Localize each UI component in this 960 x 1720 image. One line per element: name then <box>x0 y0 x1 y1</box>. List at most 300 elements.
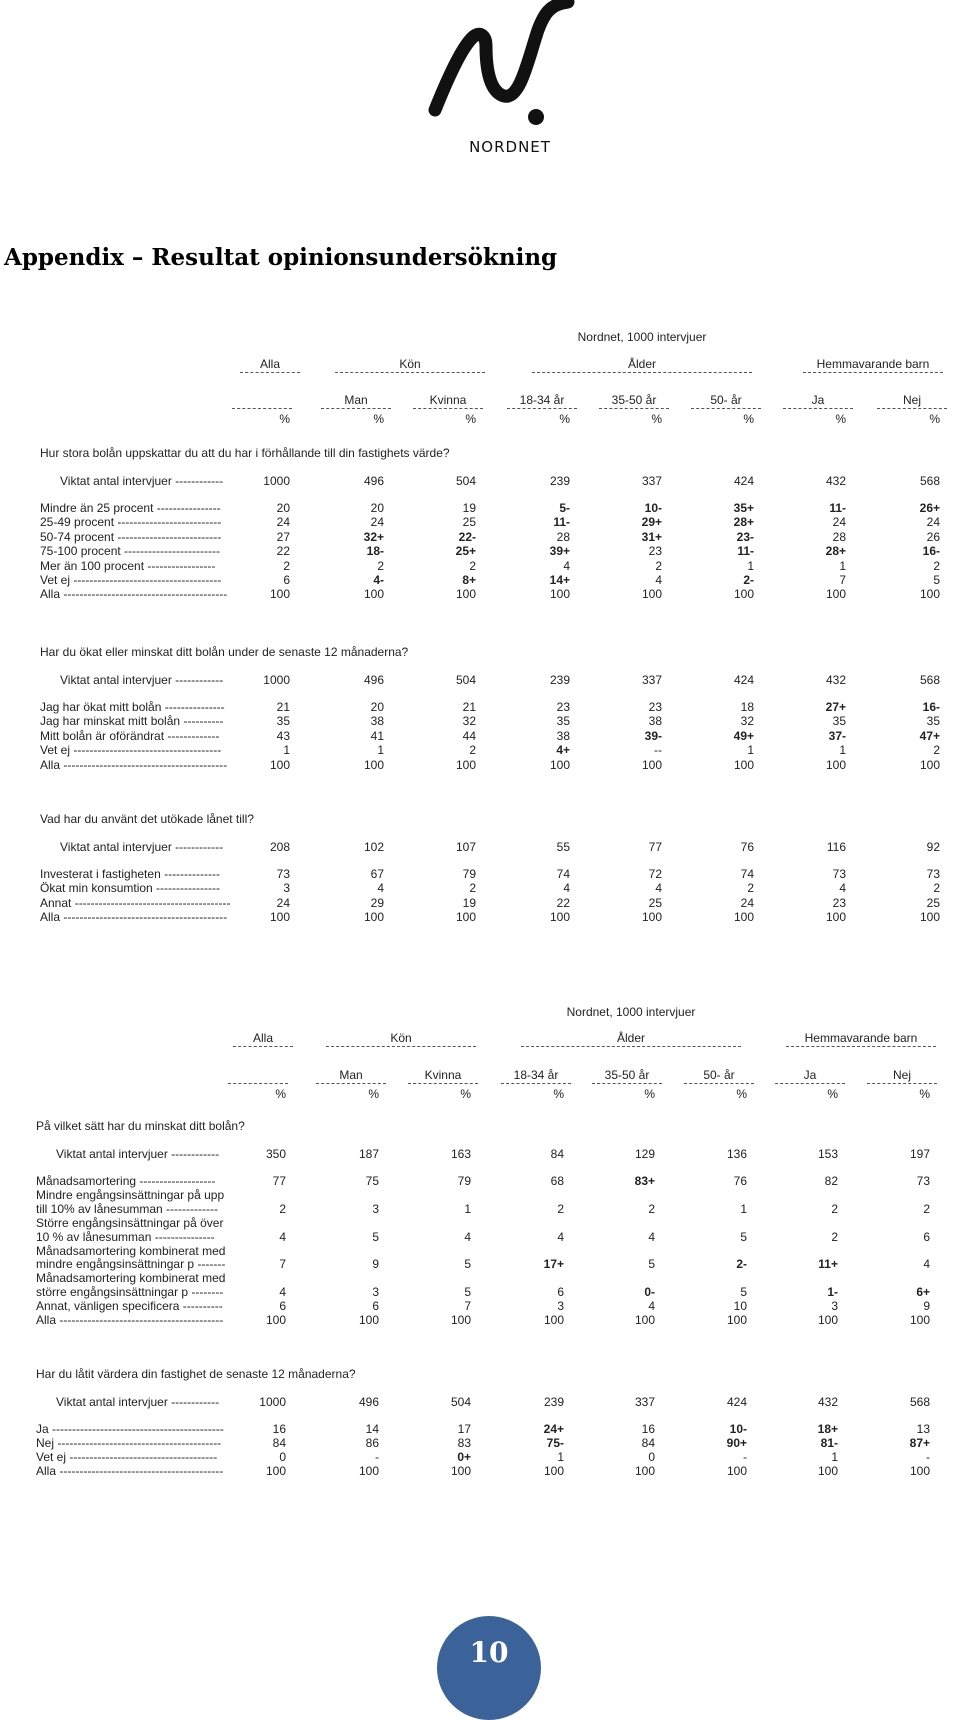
row-value: 1 <box>283 743 290 758</box>
row-value: 28 <box>832 529 846 544</box>
percent-label: % <box>651 412 662 426</box>
weighted-count-value: 116 <box>826 840 846 854</box>
row-value: 26+ <box>919 501 940 515</box>
weighted-count-value: 84 <box>550 1147 564 1161</box>
row-value: 1- <box>827 1285 838 1300</box>
row-value: 32 <box>462 714 476 729</box>
row-label: 75-100 procent ------------------------ <box>40 544 220 559</box>
weighted-count-value: 239 <box>549 673 570 687</box>
row-value: 18- <box>366 544 384 559</box>
row-value: 11+ <box>818 1257 838 1272</box>
row-value: 6 <box>279 1299 286 1314</box>
row-value: 41 <box>370 728 384 743</box>
question-text: Har du ökat eller minskat ditt bolån under de senaste 12 månaderna? <box>40 645 409 659</box>
row-value: 11- <box>553 515 570 530</box>
row-value: 100 <box>358 1313 379 1327</box>
row-value: 23 <box>832 895 846 910</box>
row-label: 10 % av lånesumman --------------- <box>36 1229 215 1244</box>
row-value: 4 <box>839 881 846 896</box>
row-value: 17 <box>457 1422 471 1436</box>
row-value: 82 <box>824 1174 838 1188</box>
row-value: 32+ <box>363 529 384 544</box>
weighted-count-value: 432 <box>825 673 846 687</box>
row-value: 43 <box>276 728 290 743</box>
weighted-count-value: 153 <box>817 1147 838 1161</box>
weighted-count-value: 163 <box>450 1147 471 1161</box>
row-value: 44 <box>462 728 476 743</box>
row-label: Annat, vänligen specificera ---------- <box>36 1299 223 1314</box>
row-label: Mindre engångsinsättningar på upp <box>36 1187 225 1202</box>
row-value: 67 <box>370 867 384 881</box>
row-value: 16 <box>272 1422 286 1436</box>
row-value: 7 <box>839 573 846 587</box>
row-value: 4 <box>655 573 662 587</box>
row-value: 4 <box>923 1257 930 1272</box>
row-value: 2 <box>648 1201 655 1216</box>
row-value: 2 <box>557 1201 564 1216</box>
row-value: 100 <box>455 910 476 925</box>
weighted-count-value: 504 <box>455 673 476 687</box>
row-value: -- <box>654 743 662 758</box>
column-group-header: Kön <box>326 1031 476 1047</box>
row-value: 100 <box>543 1463 564 1478</box>
column-header: Nej <box>867 1068 937 1084</box>
weighted-count-value: 568 <box>919 673 940 687</box>
weighted-count-label: Viktat antal intervjuer ------------ <box>60 840 224 854</box>
row-value: 4 <box>648 1299 655 1314</box>
column-group-header: Ålder <box>532 357 752 373</box>
row-value: 86 <box>365 1435 379 1450</box>
row-value: 3 <box>831 1299 838 1314</box>
row-value: 25 <box>462 515 476 530</box>
column-header: 35-50 år <box>592 1068 662 1084</box>
row-label: Alla ----------------------------------------- <box>40 910 228 925</box>
row-value: 75 <box>365 1174 379 1188</box>
weighted-count-value: 496 <box>358 1395 379 1409</box>
row-value: 2 <box>283 558 290 573</box>
percent-label: % <box>559 412 570 426</box>
row-value: 19 <box>462 895 476 910</box>
row-value: 79 <box>462 867 476 881</box>
row-value: 73 <box>276 867 290 881</box>
row-value: 25 <box>926 895 940 910</box>
row-value: 100 <box>825 910 846 925</box>
row-value: 100 <box>634 1313 655 1327</box>
row-value: 87+ <box>909 1435 930 1450</box>
row-label: Mer än 100 procent ----------------- <box>40 558 216 573</box>
row-value: 4 <box>377 881 384 896</box>
row-value: 100 <box>265 1463 286 1478</box>
row-value: 1 <box>377 743 384 758</box>
row-value: 2 <box>933 743 940 758</box>
column-header: Nej <box>877 393 947 409</box>
row-value: 22- <box>458 529 476 544</box>
weighted-count-value: 239 <box>543 1395 564 1409</box>
row-value: 11- <box>737 544 754 559</box>
percent-label: % <box>275 1087 286 1101</box>
row-value: 2 <box>923 1201 930 1216</box>
row-value: 73 <box>926 867 940 881</box>
row-value: 100 <box>269 757 290 772</box>
row-value: 9 <box>372 1257 379 1272</box>
row-label: Vet ej ------------------------------------- <box>36 1449 218 1464</box>
weighted-count-value: 424 <box>733 673 754 687</box>
row-value: - <box>375 1449 379 1464</box>
row-value: 100 <box>825 757 846 772</box>
row-value: 100 <box>726 1313 747 1327</box>
row-value: 2 <box>933 881 940 896</box>
row-label: Annat --------------------------------------- <box>40 895 231 910</box>
row-value: 6+ <box>916 1285 930 1300</box>
percent-label: % <box>743 412 754 426</box>
row-label: till 10% av lånesumman ------------- <box>36 1201 219 1216</box>
row-value: 1 <box>740 1201 747 1216</box>
row-value: 5 <box>372 1229 379 1244</box>
row-value: 2 <box>469 558 476 573</box>
row-label: Alla ----------------------------------------- <box>40 587 228 602</box>
row-value: 26 <box>926 529 940 544</box>
row-value: 22 <box>276 544 290 559</box>
row-value: 2 <box>831 1229 838 1244</box>
row-value: 7 <box>464 1299 471 1314</box>
column-header: Kvinna <box>408 1068 478 1084</box>
row-value: 5 <box>464 1257 471 1272</box>
survey-title: Nordnet, 1000 intervjuer <box>566 1005 696 1019</box>
row-value: 100 <box>909 1463 930 1478</box>
percent-label: % <box>827 1087 838 1101</box>
row-value: 100 <box>919 587 940 602</box>
brand-name: NORDNET <box>469 138 551 156</box>
row-value: 0+ <box>457 1449 471 1464</box>
row-value: 37- <box>828 728 846 743</box>
row-value: 79 <box>457 1174 471 1188</box>
column-header: Man <box>321 393 391 409</box>
row-label: Månadsamortering ------------------- <box>36 1174 216 1188</box>
row-value: 100 <box>909 1313 930 1327</box>
percent-label: % <box>460 1087 471 1101</box>
row-value: - <box>743 1449 747 1464</box>
row-value: 90+ <box>726 1435 747 1450</box>
row-value: 38 <box>648 714 662 729</box>
weighted-count-value: 1000 <box>263 673 290 687</box>
row-value: 28 <box>556 529 570 544</box>
column-header: Kvinna <box>413 393 483 409</box>
row-value: 23 <box>648 544 662 559</box>
weighted-count-value: 568 <box>909 1395 930 1409</box>
row-value: 5 <box>740 1229 747 1244</box>
row-value: 3 <box>372 1201 379 1216</box>
row-label: Ökat min konsumtion ---------------- <box>40 881 220 896</box>
row-value: 18+ <box>817 1422 838 1436</box>
row-value: 100 <box>450 1313 471 1327</box>
weighted-count-value: 107 <box>455 840 476 854</box>
row-value: 100 <box>455 587 476 602</box>
row-value: 16- <box>922 700 940 714</box>
row-value: 25 <box>648 895 662 910</box>
weighted-count-value: 102 <box>363 840 384 854</box>
row-value: 1 <box>747 743 754 758</box>
row-value: 5 <box>464 1285 471 1300</box>
weighted-count-value: 77 <box>648 840 662 854</box>
row-value: 100 <box>549 757 570 772</box>
weighted-count-value: 424 <box>733 474 754 488</box>
row-value: 6 <box>283 573 290 587</box>
row-value: 5 <box>648 1257 655 1272</box>
weighted-count-value: 496 <box>363 673 384 687</box>
weighted-count-value: 1000 <box>259 1395 286 1409</box>
row-label: Ja ------------------------------------------- <box>36 1422 224 1436</box>
row-value: 0 <box>279 1449 286 1464</box>
row-value: 100 <box>919 757 940 772</box>
row-value: 27+ <box>825 700 846 714</box>
row-value: 14+ <box>549 573 570 587</box>
row-value: 100 <box>733 757 754 772</box>
column-group-header: Hemmavarande barn <box>803 357 943 373</box>
row-value: 100 <box>265 1313 286 1327</box>
row-value: 27 <box>276 529 290 544</box>
row-value: 4 <box>557 1229 564 1244</box>
row-value: 100 <box>825 587 846 602</box>
row-label: Alla ----------------------------------------- <box>36 1313 224 1327</box>
weighted-count-value: 197 <box>909 1147 930 1161</box>
percent-label: % <box>553 1087 564 1101</box>
row-value: 1 <box>464 1201 471 1216</box>
row-value: 100 <box>269 587 290 602</box>
row-value: 100 <box>363 587 384 602</box>
weighted-count-value: 239 <box>549 474 570 488</box>
percent-label: % <box>373 412 384 426</box>
row-value: 68 <box>550 1174 564 1188</box>
column-header: Ja <box>783 393 853 409</box>
row-value: 4 <box>563 881 570 896</box>
row-value: 5 <box>740 1285 747 1300</box>
row-value: 2 <box>747 881 754 896</box>
row-value: 31+ <box>641 529 662 544</box>
row-value: 5- <box>559 501 570 515</box>
row-value: 10- <box>644 501 662 515</box>
row-value: 39- <box>644 728 662 743</box>
row-value: 100 <box>634 1463 655 1478</box>
weighted-count-label: Viktat antal intervjuer ------------ <box>60 673 224 687</box>
weighted-count-value: 432 <box>825 474 846 488</box>
row-value: 100 <box>733 587 754 602</box>
row-value: 49+ <box>733 728 754 743</box>
column-header: 50- år <box>691 393 761 409</box>
row-value: 100 <box>641 757 662 772</box>
question-text: Vad har du använt det utökade lånet till? <box>40 812 254 826</box>
row-value: 100 <box>358 1463 379 1478</box>
row-value: 29 <box>370 895 384 910</box>
row-value: 32 <box>740 714 754 729</box>
row-value: 24 <box>926 515 940 530</box>
row-value: 11- <box>829 501 846 515</box>
row-value: 35 <box>276 714 290 729</box>
row-value: 6 <box>372 1299 379 1314</box>
row-value: 23- <box>736 529 754 544</box>
row-value: 13 <box>916 1422 930 1436</box>
row-value: 5 <box>933 573 940 587</box>
column-header: 18-34 år <box>501 1068 571 1084</box>
weighted-count-value: 55 <box>556 840 570 854</box>
weighted-count-value: 136 <box>726 1147 747 1161</box>
row-value: 24+ <box>543 1422 564 1436</box>
weighted-count-label: Viktat antal intervjuer ------------ <box>60 474 224 488</box>
row-value: 25+ <box>455 544 476 559</box>
row-value: 100 <box>363 910 384 925</box>
row-value: 81- <box>820 1435 838 1450</box>
row-value: 72 <box>648 867 662 881</box>
row-label: Vet ej ------------------------------------- <box>40 743 222 758</box>
row-value: 100 <box>641 587 662 602</box>
row-value: 8+ <box>462 573 476 587</box>
row-value: 2- <box>743 573 754 587</box>
row-value: 35 <box>556 714 570 729</box>
row-value: 24 <box>370 515 384 530</box>
nordnet-logo-mark <box>420 0 600 140</box>
row-value: 100 <box>919 910 940 925</box>
row-value: 4- <box>373 573 384 587</box>
row-value: 74 <box>556 867 570 881</box>
weighted-count-value: 350 <box>265 1147 286 1161</box>
row-value: 73 <box>832 867 846 881</box>
row-value: 100 <box>543 1313 564 1327</box>
row-value: 16 <box>641 1422 655 1436</box>
row-value: 20 <box>370 700 384 714</box>
row-value: 100 <box>726 1463 747 1478</box>
row-value: 83+ <box>634 1174 655 1188</box>
column-header: 18-34 år <box>507 393 577 409</box>
column-group-header: Kön <box>335 357 485 373</box>
column-header <box>232 393 292 409</box>
weighted-count-value: 187 <box>358 1147 379 1161</box>
row-value: 84 <box>272 1435 286 1450</box>
row-value: 35+ <box>733 501 754 515</box>
row-value: 2 <box>279 1201 286 1216</box>
row-value: 6 <box>557 1285 564 1300</box>
row-value: 29+ <box>641 515 662 530</box>
row-value: 19 <box>462 501 476 515</box>
row-value: 2 <box>831 1201 838 1216</box>
weighted-count-value: 504 <box>450 1395 471 1409</box>
question-text: Hur stora bolån uppskattar du att du har i förhållande till din fastighets värde? <box>40 446 450 460</box>
row-value: 16- <box>922 544 940 559</box>
row-value: 1 <box>839 558 846 573</box>
row-value: 23 <box>648 700 662 714</box>
row-value: 100 <box>549 910 570 925</box>
row-label: Vet ej ------------------------------------- <box>40 573 222 587</box>
row-value: 1 <box>839 743 846 758</box>
column-header: 35-50 år <box>599 393 669 409</box>
column-header: Ja <box>775 1068 845 1084</box>
row-value: 2 <box>469 881 476 896</box>
row-value: 4 <box>655 881 662 896</box>
weighted-count-value: 424 <box>726 1395 747 1409</box>
row-value: - <box>926 1449 930 1464</box>
column-header <box>228 1068 288 1084</box>
row-value: 18 <box>740 700 754 714</box>
row-value: 4 <box>563 558 570 573</box>
row-value: 84 <box>641 1435 655 1450</box>
row-value: 100 <box>363 757 384 772</box>
weighted-count-value: 337 <box>641 673 662 687</box>
row-value: 2- <box>736 1257 747 1272</box>
row-value: 0- <box>644 1285 655 1300</box>
row-value: 21 <box>276 700 290 714</box>
row-label: Jag har minskat mitt bolån ---------- <box>40 714 224 729</box>
row-label: Månadsamortering kombinerat med <box>36 1271 226 1286</box>
row-value: 10 <box>733 1299 747 1314</box>
weighted-count-label: Viktat antal intervjuer ------------ <box>56 1147 220 1161</box>
percent-label: % <box>644 1087 655 1101</box>
question-text: På vilket sätt har du minskat ditt bolån? <box>36 1119 245 1133</box>
weighted-count-value: 1000 <box>263 474 290 488</box>
row-value: 2 <box>933 558 940 573</box>
row-value: 6 <box>923 1229 930 1244</box>
row-value: 24 <box>740 895 754 910</box>
row-label: Månadsamortering kombinerat med <box>36 1243 226 1258</box>
row-value: 24 <box>276 515 290 530</box>
row-value: 24 <box>276 895 290 910</box>
row-value: 1 <box>831 1449 838 1464</box>
column-group-header: Alla <box>233 1031 293 1047</box>
row-value: 35 <box>926 714 940 729</box>
row-value: 0 <box>648 1449 655 1464</box>
weighted-count-value: 92 <box>926 840 940 854</box>
row-value: 1 <box>557 1449 564 1464</box>
row-value: 100 <box>549 587 570 602</box>
row-value: 20 <box>276 501 290 515</box>
row-label: mindre engångsinsättningar p ------- <box>36 1257 226 1272</box>
row-value: 23 <box>556 700 570 714</box>
row-value: 73 <box>916 1174 930 1188</box>
row-value: 4 <box>279 1229 286 1244</box>
column-header: 50- år <box>684 1068 754 1084</box>
weighted-count-value: 76 <box>740 840 754 854</box>
row-label: större engångsinsättningar p -------- <box>36 1285 224 1300</box>
row-value: 4 <box>648 1229 655 1244</box>
percent-label: % <box>279 412 290 426</box>
row-value: 38 <box>370 714 384 729</box>
row-value: 35 <box>832 714 846 729</box>
percent-label: % <box>465 412 476 426</box>
row-value: 76 <box>733 1174 747 1188</box>
row-value: 17+ <box>543 1257 564 1272</box>
row-label: 50-74 procent -------------------------- <box>40 529 222 544</box>
row-value: 2 <box>377 558 384 573</box>
weighted-count-value: 568 <box>919 474 940 488</box>
column-group-header: Ålder <box>521 1031 741 1047</box>
weighted-count-label: Viktat antal intervjuer ------------ <box>56 1395 220 1409</box>
row-value: 28+ <box>825 544 846 559</box>
row-value: 100 <box>641 910 662 925</box>
column-group-header: Hemmavarande barn <box>786 1031 936 1047</box>
row-value: 100 <box>455 757 476 772</box>
row-label: Alla ----------------------------------------- <box>40 757 228 772</box>
row-value: 2 <box>469 743 476 758</box>
percent-label: % <box>368 1087 379 1101</box>
row-label: Investerat i fastigheten -------------- <box>40 867 221 881</box>
survey-title: Nordnet, 1000 intervjuer <box>577 330 707 344</box>
row-value: 100 <box>817 1313 838 1327</box>
weighted-count-value: 129 <box>634 1147 655 1161</box>
weighted-count-value: 337 <box>634 1395 655 1409</box>
row-value: 22 <box>556 895 570 910</box>
row-value: 4+ <box>556 743 570 758</box>
row-label: Alla ----------------------------------------- <box>36 1463 224 1478</box>
row-value: 77 <box>272 1174 286 1188</box>
row-value: 28+ <box>733 515 754 530</box>
question-text: Har du låtit värdera din fastighet de senaste 12 månaderna? <box>36 1367 356 1381</box>
